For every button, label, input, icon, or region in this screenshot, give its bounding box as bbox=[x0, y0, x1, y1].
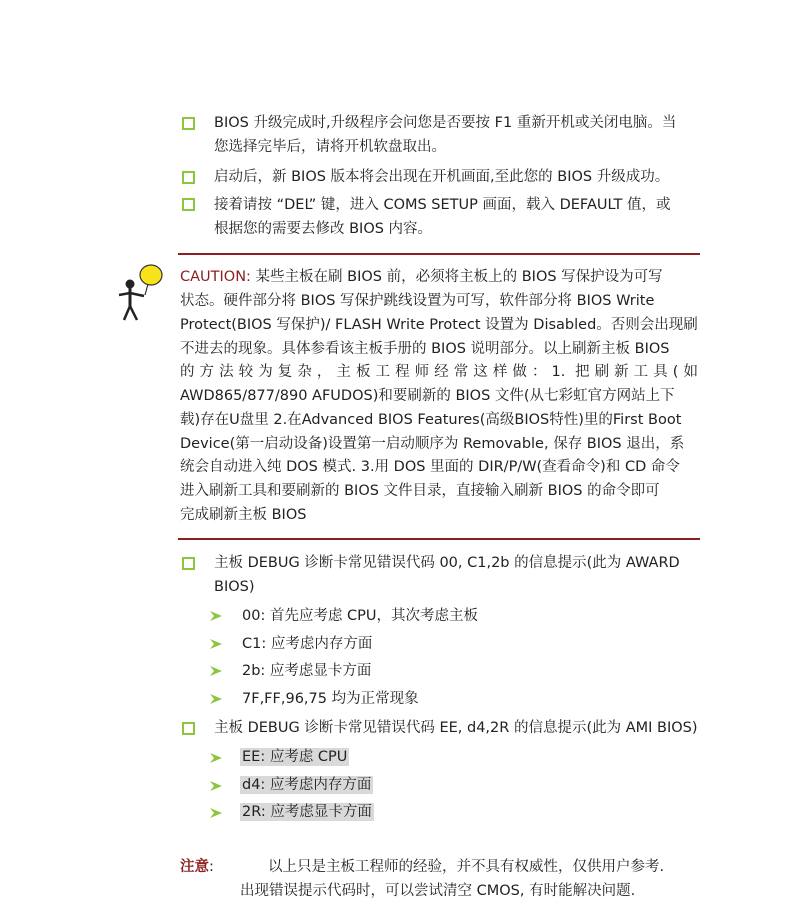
step-1-line-1: BIOS 升级完成时,升级程序会问您是否要按 F1 重新开机或关闭电脑。当 bbox=[214, 115, 677, 131]
step-1-line-2: 您选择完毕后，请将开机软盘取出。 bbox=[214, 139, 446, 155]
caution-line: 不进去的现象。具体参看该主板手册的 BIOS 说明部分。以上刷新主板 BIOS bbox=[180, 341, 670, 357]
caution-line-1 bbox=[180, 267, 698, 287]
caution-line: AWD865/877/890 AFUDOS)和要刷新的 BIOS 文件(从七彩虹官方网站上下 bbox=[180, 388, 675, 404]
caution-line: 统会自动进入纯 DOS 模式. 3.用 DOS 里面的 DIR/P/W(查看命令)和 CD 命令 bbox=[180, 459, 680, 475]
arrow-bullet-icon bbox=[210, 638, 222, 650]
award-item: 2b: 应考虑显卡方面 bbox=[242, 663, 372, 679]
step-3-line-1: 接着请按 “DEL” 键，进入 COMS SETUP 画面，载入 DEFAULT 值，或 bbox=[214, 197, 671, 213]
arrow-bullet-icon bbox=[210, 610, 222, 622]
award-title-line-2: BIOS) bbox=[214, 579, 255, 595]
ami-item-text: 2R: 应考虑显卡方面 bbox=[242, 804, 372, 820]
note-line-1 bbox=[180, 857, 214, 877]
ami-item-text: d4: 应考虑内存方面 bbox=[242, 777, 372, 793]
award-title-line-1: 主板 DEBUG 诊断卡常见错误代码 00, C1,2b 的信息提示(此为 AWARD bbox=[214, 555, 680, 571]
arrow-bullet-icon bbox=[210, 665, 222, 677]
caution-line: 进入刷新工具和要刷新的 BIOS 文件目录，直接输入刷新 BIOS 的命令即可 bbox=[180, 483, 660, 499]
ami-item bbox=[240, 775, 373, 795]
award-item: 00: 首先应考虑 CPU，其次考虑主板 bbox=[242, 608, 479, 624]
ami-title: 主板 DEBUG 诊断卡常见错误代码 EE, d4,2R 的信息提示(此为 AMI BIOS) bbox=[214, 720, 698, 736]
award-item: C1: 应考虑内存方面 bbox=[242, 636, 373, 652]
checkbox-bullet-icon bbox=[182, 171, 195, 184]
caution-line: 的方法较为复杂，主板工程师经常这样做：1. 把刷新工具(如 bbox=[180, 364, 698, 380]
caution-line: 载)存在U盘里 2.在Advanced BIOS Features(高级BIOS特性)里的First Boot bbox=[180, 412, 682, 428]
stick-figure-balloon-icon bbox=[116, 262, 166, 324]
arrow-bullet-icon bbox=[210, 693, 222, 705]
arrow-bullet-icon bbox=[210, 780, 222, 792]
caution-line: 状态。硬件部分将 BIOS 写保护跳线设置为可写，软件部分将 BIOS Write bbox=[180, 293, 655, 309]
note-text-line-1: 以上只是主板工程师的经验，并不具有权威性，仅供用户参考. bbox=[268, 859, 665, 875]
caution-line: Device(第一启动设备)设置第一启动顺序为 Removable, 保存 BIOS 退出，系 bbox=[180, 436, 685, 452]
ami-item-text: EE: 应考虑 CPU bbox=[242, 749, 348, 765]
note-text-line-2: 出现错误提示代码时，可以尝试清空 CMOS, 有时能解决问题. bbox=[240, 883, 636, 899]
checkbox-bullet-icon bbox=[182, 722, 195, 735]
caution-top-rule bbox=[178, 253, 700, 255]
caution-label: CAUTION: bbox=[180, 269, 251, 285]
award-item: 7F,FF,96,75 均为正常现象 bbox=[242, 691, 419, 707]
arrow-bullet-icon bbox=[210, 807, 222, 819]
step-3-line-2: 根据您的需要去修改 BIOS 内容。 bbox=[214, 221, 433, 237]
caution-line-1-text: 某些主板在刷 BIOS 前，必须将主板上的 BIOS 写保护设为可写 bbox=[250, 269, 663, 285]
caution-bottom-rule bbox=[178, 538, 700, 540]
ami-item bbox=[240, 802, 374, 822]
checkbox-bullet-icon bbox=[182, 557, 195, 570]
arrow-bullet-icon bbox=[210, 752, 222, 764]
ami-item bbox=[240, 747, 349, 767]
checkbox-bullet-icon bbox=[182, 198, 195, 211]
step-2-line-1: 启动后，新 BIOS 版本将会出现在开机画面,至此您的 BIOS 升级成功。 bbox=[214, 169, 670, 185]
caution-line: Protect(BIOS 写保护)/ FLASH Write Protect 设置为 Disabled。否则会出现刷 bbox=[180, 317, 698, 333]
caution-line: 完成刷新主板 BIOS bbox=[180, 507, 307, 523]
checkbox-bullet-icon bbox=[182, 117, 195, 130]
note-colon: : bbox=[209, 859, 214, 875]
note-label: 注意 bbox=[180, 859, 209, 875]
